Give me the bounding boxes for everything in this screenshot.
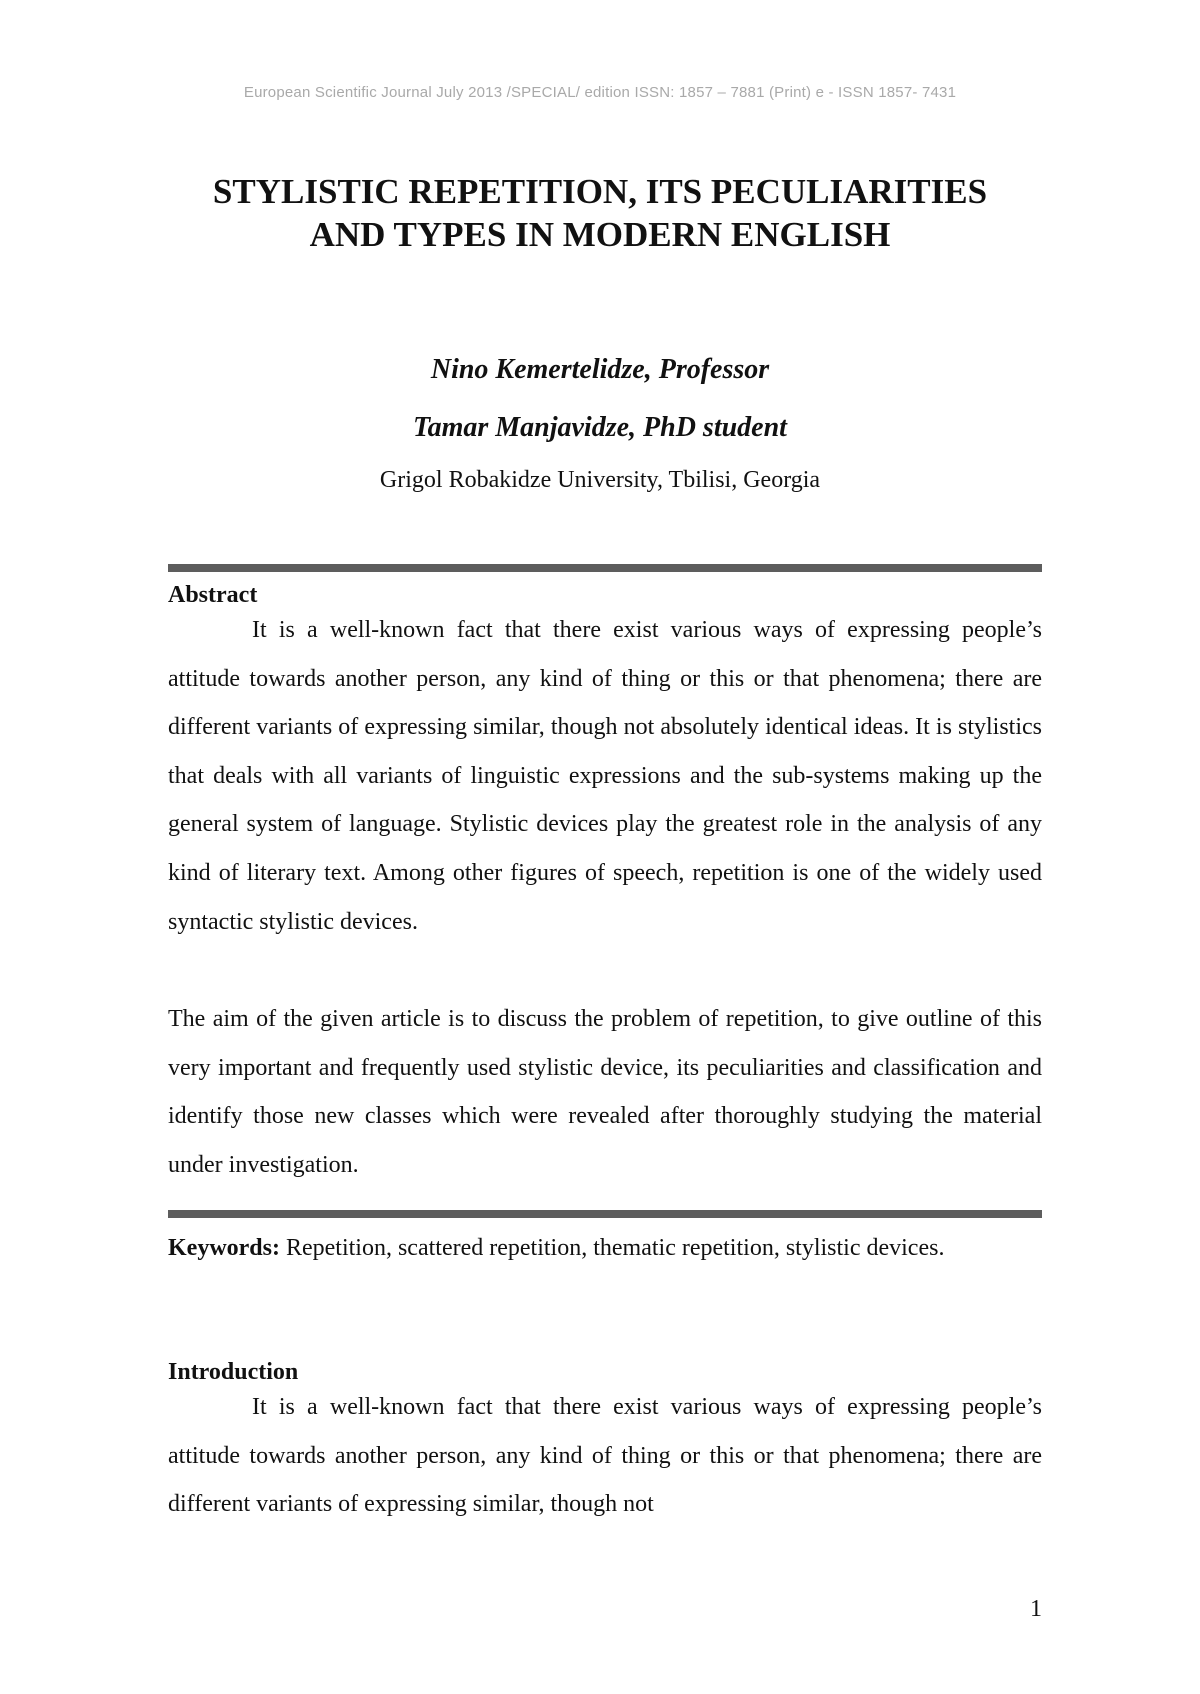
keywords: [168, 1224, 1042, 1273]
paper-title: [150, 170, 1050, 256]
abstract-heading: Abstract: [168, 582, 258, 608]
paper-title-line-2: AND TYPES IN MODERN ENGLISH: [309, 215, 891, 254]
page-number: 1: [1030, 1596, 1042, 1622]
keywords-list: Repetition, scattered repetition, thematic repetition, stylistic devices.: [279, 1235, 945, 1261]
author-2: Tamar Manjavidze, PhD student: [413, 412, 787, 443]
affiliation: Grigol Robakidze University, Tbilisi, Georgia: [379, 467, 821, 493]
keywords-label: Keywords:: [168, 1235, 280, 1261]
abstract-top-rule: [168, 564, 1042, 572]
abstract-paragraph-2: The aim of the given article is to discuss the problem of repetition, to give outline of this very important and frequently used stylistic device, its peculiarities and classification and identify those new classes which were revealed after thoroughly studying the material under investigation.: [168, 1006, 1042, 1178]
abstract-bottom-rule: [168, 1210, 1042, 1218]
running-header: European Scientific Journal July 2013 /SPECIAL/ edition ISSN: 1857 – 7881 (Print) e - ISSN 1857- 7431: [243, 84, 957, 101]
introduction-paragraph-1: It is a well-known fact that there exist various ways of expressing people’s attitude towards another person, any kind of thing or this or that phenomena; there are different variants of expressing similar, though not: [168, 1394, 1042, 1518]
author-1: Nino Kemertelidze, Professor: [430, 354, 770, 385]
paper-title-line-1: STYLISTIC REPETITION, ITS PECULIARITIES: [212, 172, 988, 211]
introduction-heading: Introduction: [168, 1359, 299, 1385]
abstract-paragraph-1: It is a well-known fact that there exist various ways of expressing people’s attitude towards another person, any kind of thing or this or that phenomena; there are different variants of expressing similar, though not absolutely identical ideas. It is stylistics that deals with all variants of linguistic expressions and the sub-systems making up the general system of language. Stylistic devices play the greatest role in the analysis of any kind of literary text. Among other figures of speech, repetition is one of the widely used syntactic stylistic devices.: [168, 617, 1042, 935]
